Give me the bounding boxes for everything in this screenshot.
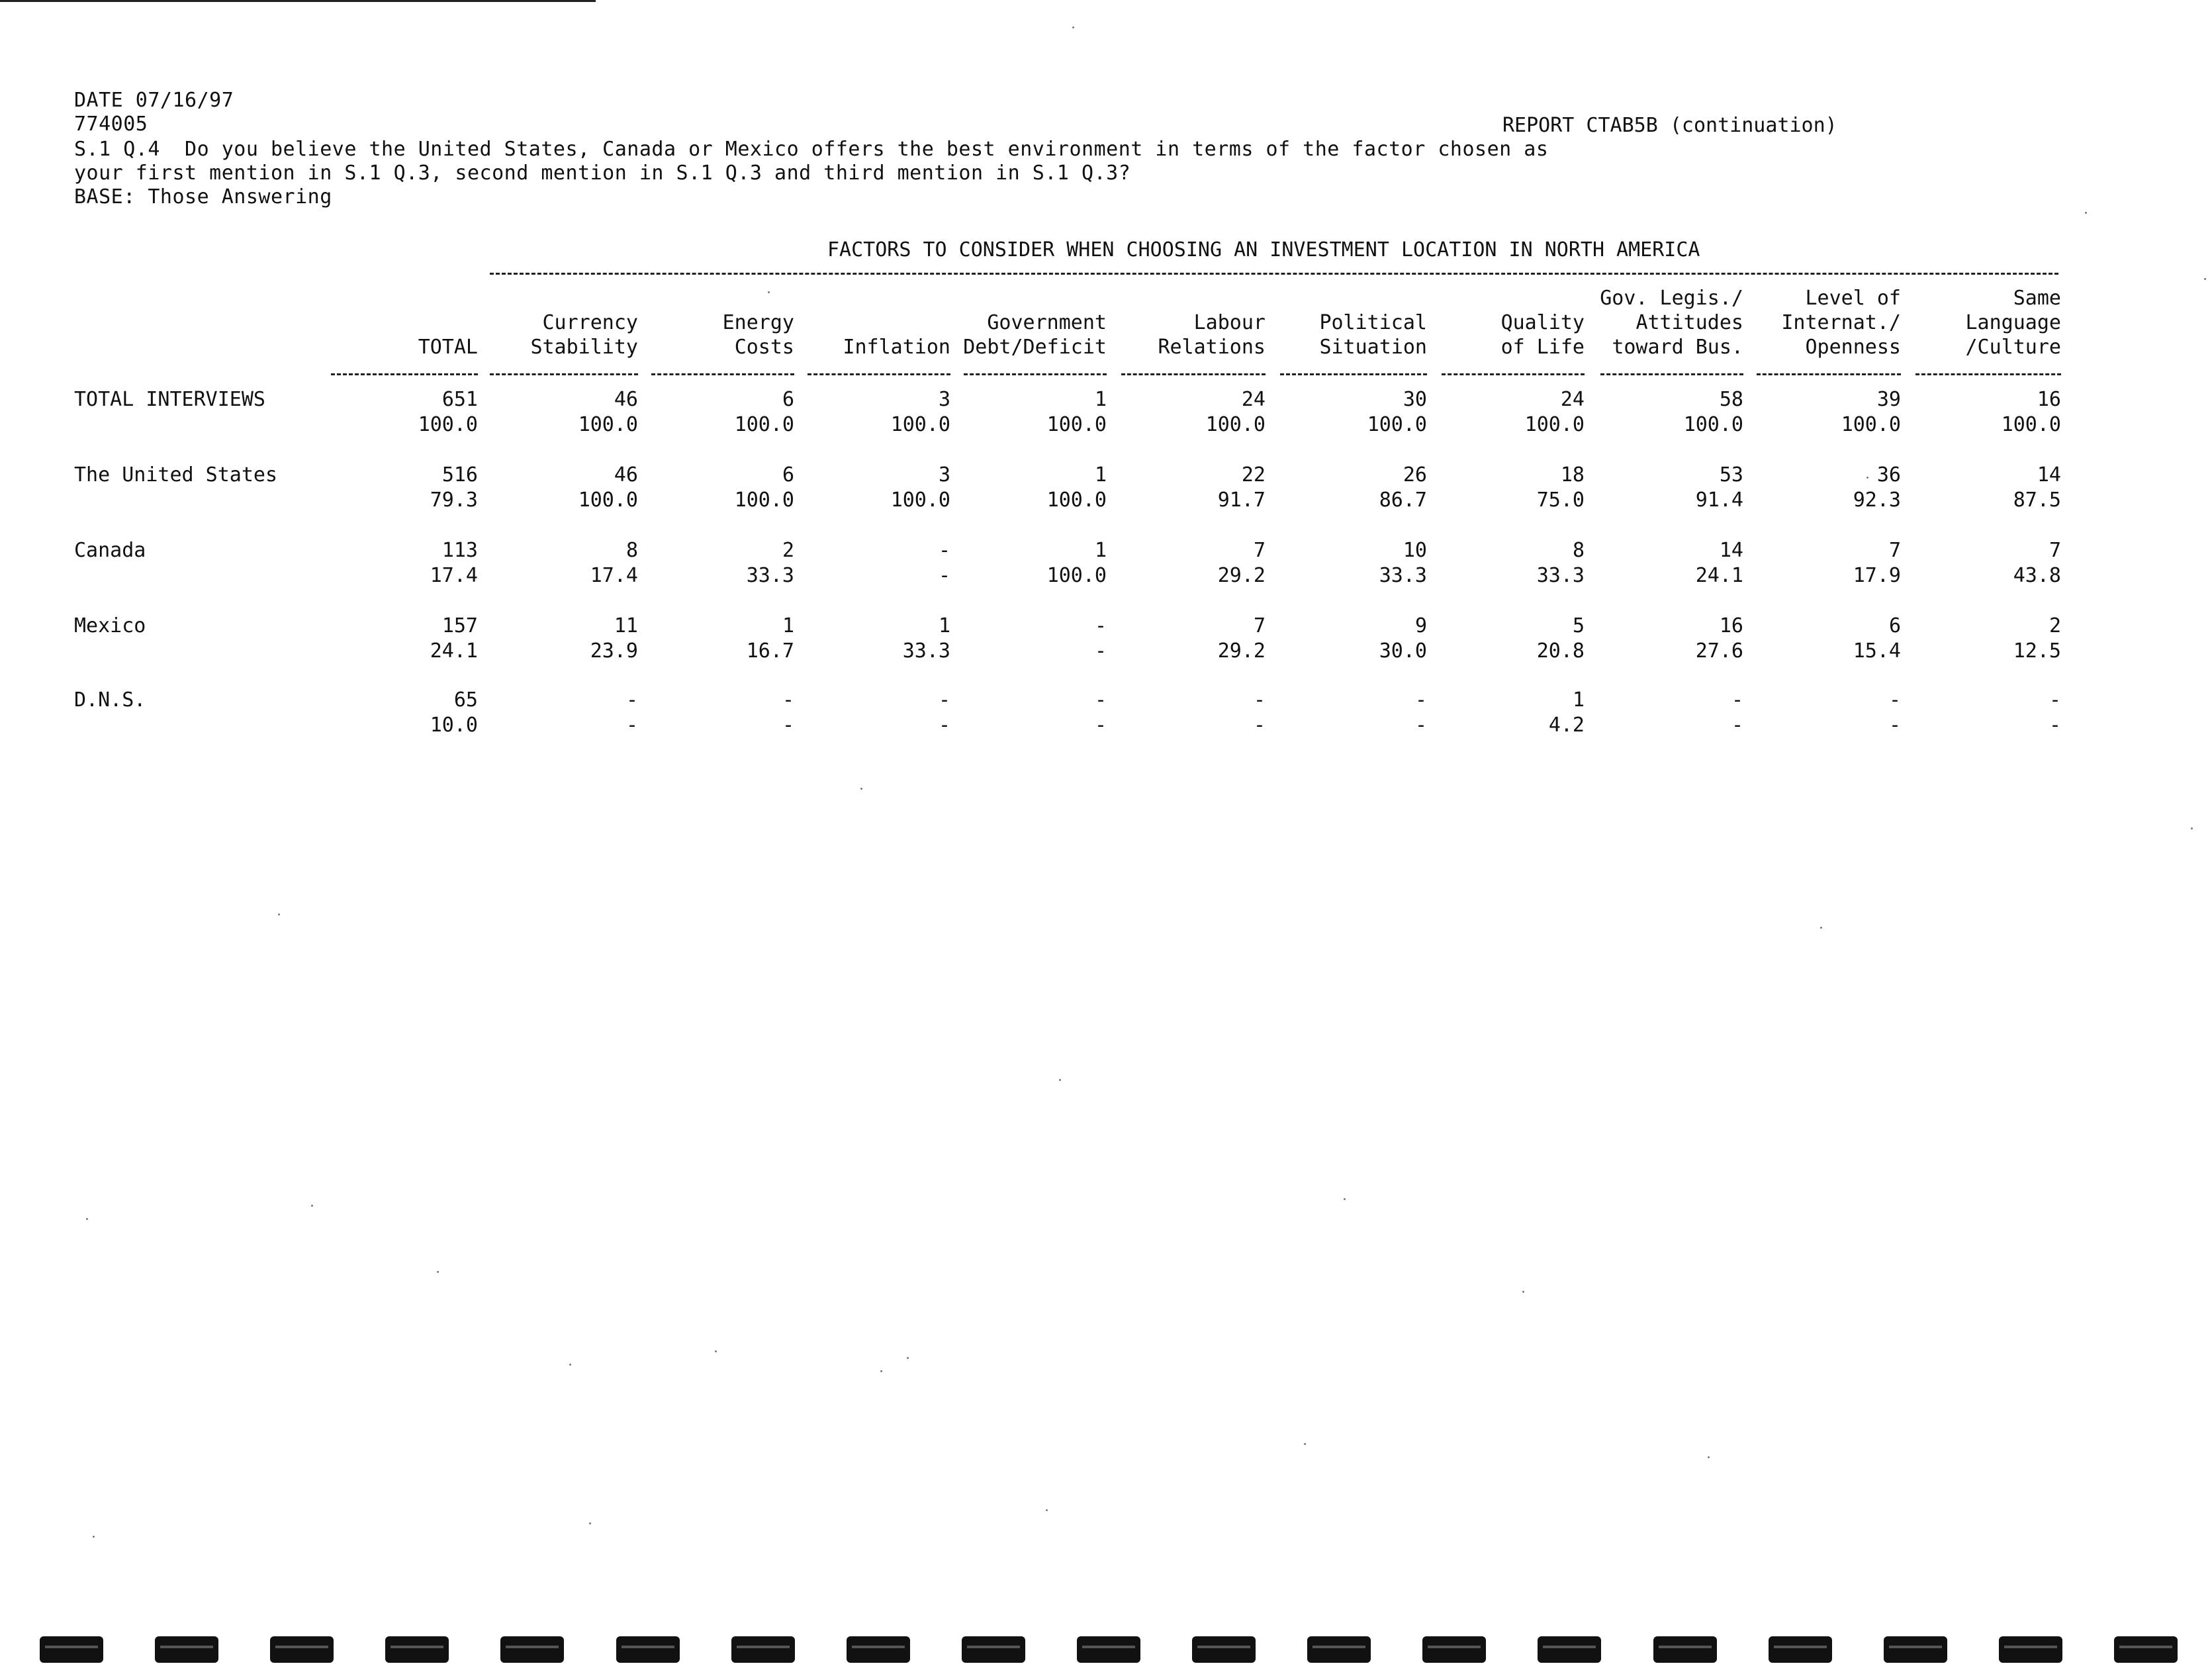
column-rule	[651, 373, 794, 375]
percent-cell: 15.4	[1853, 639, 1901, 663]
count-cell: 7	[1888, 539, 1901, 562]
percent-cell: 4.2	[1548, 714, 1585, 737]
column-header-line	[1501, 286, 1585, 310]
scan-speck	[1866, 477, 1868, 479]
column-rule	[1915, 373, 2061, 375]
count-cell: 53	[1719, 463, 1743, 487]
count-cell: 1	[1572, 688, 1585, 712]
percent-cell: 100.0	[1367, 413, 1427, 436]
binding-hole	[962, 1636, 1025, 1663]
percent-cell: -	[938, 564, 950, 587]
percent-cell: 100.0	[734, 489, 794, 512]
count-cell: 16	[2037, 388, 2061, 411]
count-cell: 8	[625, 539, 638, 562]
column-header	[1501, 286, 1585, 359]
column-rule	[1442, 373, 1585, 375]
scan-speck	[93, 1536, 95, 1538]
percent-cell: -	[1094, 714, 1107, 737]
binding-hole	[1884, 1636, 1947, 1663]
percent-cell: 100.0	[734, 413, 794, 436]
percent-cell: -	[1253, 714, 1266, 737]
column-header-line: Labour	[1193, 311, 1266, 334]
scan-speck	[589, 1522, 591, 1524]
scan-speck	[1304, 1443, 1306, 1445]
count-cell: -	[1094, 688, 1107, 712]
binding-hole	[1999, 1636, 2062, 1663]
percent-cell: -	[1414, 714, 1427, 737]
percent-cell: 17.4	[590, 564, 638, 587]
count-cell: 2	[782, 539, 794, 562]
question-text-line-2: your first mention in S.1 Q.3, second mention in S.1 Q.3 and third mention in S.1 Q.3?	[74, 162, 1131, 185]
binding-hole	[847, 1636, 910, 1663]
row-label: D.N.S.	[74, 688, 146, 712]
column-header-line: Internat./	[1781, 311, 1901, 334]
scan-speck	[1522, 1291, 1524, 1293]
percent-cell: 23.9	[590, 639, 638, 663]
report-date: DATE 07/16/97	[74, 89, 234, 112]
binding-holes	[40, 1636, 2178, 1667]
count-cell: 18	[1560, 463, 1585, 487]
job-number: 774005	[74, 113, 148, 136]
column-header	[1319, 286, 1427, 359]
percent-cell: 100.0	[890, 489, 950, 512]
column-header-line: Gov. Legis./	[1600, 287, 1743, 310]
count-cell: 1	[1094, 539, 1107, 562]
count-cell: -	[1253, 688, 1266, 712]
scan-speck	[1344, 1198, 1346, 1200]
question-text-line-1: S.1 Q.4 Do you believe the United States, Canada or Mexico offers the best environment in terms of the factor chosen as	[74, 138, 1549, 161]
base-description: BASE: Those Answering	[74, 185, 332, 209]
binding-hole	[1653, 1636, 1717, 1663]
count-cell: 22	[1241, 463, 1266, 487]
percent-cell: 24.1	[1695, 564, 1743, 587]
column-header-line: Situation	[1319, 336, 1427, 359]
column-header-line: Language	[1965, 311, 2061, 334]
count-cell: 26	[1403, 463, 1427, 487]
binding-hole	[2114, 1636, 2178, 1663]
count-cell: -	[782, 688, 794, 712]
column-rule	[490, 373, 638, 375]
binding-hole	[1077, 1636, 1140, 1663]
binding-hole	[1538, 1636, 1601, 1663]
scan-speck	[1046, 1509, 1048, 1511]
count-cell: 3	[938, 463, 950, 487]
column-header	[418, 286, 478, 359]
percent-cell: 79.3	[430, 489, 478, 512]
column-header-line: Costs	[734, 336, 794, 359]
percent-cell: 100.0	[1046, 413, 1107, 436]
percent-cell: 100.0	[1524, 413, 1585, 436]
column-header-line: Same	[2013, 287, 2061, 310]
column-header-line	[843, 286, 950, 310]
column-header	[1158, 286, 1266, 359]
count-cell: 14	[2037, 463, 2061, 487]
count-cell: 7	[2049, 539, 2061, 562]
count-cell: 6	[782, 463, 794, 487]
column-header-line: Debt/Deficit	[963, 336, 1107, 359]
percent-cell: 33.3	[1536, 564, 1585, 587]
column-header-line: TOTAL	[418, 336, 478, 359]
scan-speck	[860, 788, 862, 790]
percent-cell: 20.8	[1536, 639, 1585, 663]
binding-hole	[1769, 1636, 1832, 1663]
count-cell: 9	[1414, 614, 1427, 637]
column-header-line	[418, 286, 478, 310]
column-header-line	[1319, 286, 1427, 310]
scan-speck	[2085, 212, 2087, 214]
top-rule	[0, 0, 596, 2]
column-header-line	[843, 310, 950, 335]
column-rule	[1757, 373, 1901, 375]
scan-speck	[907, 1357, 909, 1359]
percent-cell: 30.0	[1379, 639, 1427, 663]
column-header-line: Attitudes	[1636, 311, 1743, 334]
count-cell: 24	[1241, 388, 1266, 411]
percent-cell: 27.6	[1695, 639, 1743, 663]
column-header-line: toward Bus.	[1612, 336, 1743, 359]
binding-hole	[616, 1636, 680, 1663]
count-cell: 16	[1719, 614, 1743, 637]
percent-cell: 100.0	[418, 413, 478, 436]
percent-cell: 87.5	[2013, 489, 2061, 512]
scan-speck	[715, 1350, 717, 1352]
column-header	[723, 286, 794, 359]
count-cell: -	[1414, 688, 1427, 712]
scan-speck	[437, 1271, 439, 1273]
percent-cell: -	[1731, 714, 1743, 737]
count-cell: -	[625, 688, 638, 712]
count-cell: -	[2049, 688, 2061, 712]
count-cell: 65	[453, 688, 478, 712]
row-label: Mexico	[74, 614, 146, 637]
count-cell: 7	[1253, 614, 1266, 637]
count-cell: 11	[614, 614, 638, 637]
percent-cell: 100.0	[1683, 413, 1743, 436]
column-header	[1966, 286, 2062, 359]
percent-cell: 92.3	[1853, 489, 1901, 512]
count-cell: 58	[1719, 388, 1743, 411]
column-rule	[964, 373, 1107, 375]
percent-cell: -	[782, 714, 794, 737]
percent-cell: 16.7	[746, 639, 794, 663]
percent-cell: 100.0	[1046, 564, 1107, 587]
scan-speck	[311, 1205, 313, 1207]
count-cell: 651	[441, 388, 478, 411]
percent-cell: 75.0	[1536, 489, 1585, 512]
percent-cell: -	[1888, 714, 1901, 737]
column-header-line: Inflation	[843, 336, 950, 359]
column-header-line: Level of	[1805, 287, 1901, 310]
count-cell: 6	[1888, 614, 1901, 637]
percent-cell: 17.9	[1853, 564, 1901, 587]
column-header-line: Quality	[1500, 311, 1585, 334]
count-cell: -	[1094, 614, 1107, 637]
binding-hole	[270, 1636, 334, 1663]
count-cell: 1	[782, 614, 794, 637]
column-header-line: Stability	[530, 336, 638, 359]
percent-cell: 12.5	[2013, 639, 2061, 663]
percent-cell: 100.0	[1205, 413, 1266, 436]
count-cell: -	[1731, 688, 1743, 712]
count-cell: 36	[1876, 463, 1901, 487]
percent-cell: 43.8	[2013, 564, 2061, 587]
count-cell: 113	[441, 539, 478, 562]
scan-speck	[768, 291, 770, 293]
binding-hole	[1192, 1636, 1256, 1663]
column-rule	[331, 373, 478, 375]
scan-speck	[880, 1370, 882, 1372]
column-rule	[1280, 373, 1427, 375]
column-header-line: Government	[987, 311, 1107, 334]
scan-speck	[569, 1364, 571, 1366]
count-cell: 157	[441, 614, 478, 637]
column-header-line: Currency	[542, 311, 638, 334]
scan-speck	[2191, 827, 2193, 829]
column-header-line	[530, 286, 638, 310]
percent-cell: 29.2	[1217, 564, 1266, 587]
count-cell: 10	[1403, 539, 1427, 562]
column-header	[963, 286, 1107, 359]
percent-cell: 10.0	[430, 714, 478, 737]
count-cell: -	[938, 688, 950, 712]
row-label: TOTAL INTERVIEWS	[74, 388, 265, 411]
percent-cell: -	[625, 714, 638, 737]
count-cell: 516	[441, 463, 478, 487]
percent-cell: 29.2	[1217, 639, 1266, 663]
column-header-line	[418, 310, 478, 335]
percent-cell: 86.7	[1379, 489, 1427, 512]
percent-cell: 100.0	[1046, 489, 1107, 512]
count-cell: 3	[938, 388, 950, 411]
percent-cell: -	[1094, 639, 1107, 663]
banner-title: FACTORS TO CONSIDER WHEN CHOOSING AN INVESTMENT LOCATION IN NORTH AMERICA	[827, 238, 1700, 261]
percent-cell: 100.0	[578, 413, 638, 436]
scan-speck	[1708, 1456, 1710, 1458]
column-header-line	[1158, 286, 1266, 310]
count-cell: 30	[1403, 388, 1427, 411]
scan-speck	[278, 913, 280, 915]
percent-cell: 100.0	[2001, 413, 2061, 436]
percent-cell: 33.3	[746, 564, 794, 587]
row-label: The United States	[74, 463, 278, 487]
percent-cell: 24.1	[430, 639, 478, 663]
column-header-line: /Culture	[1965, 336, 2061, 359]
scan-speck	[1059, 1079, 1061, 1081]
count-cell: 46	[614, 463, 638, 487]
count-cell: 14	[1719, 539, 1743, 562]
percent-cell: 100.0	[890, 413, 950, 436]
column-header-line	[723, 286, 794, 310]
count-cell: 2	[2049, 614, 2061, 637]
binding-hole	[1307, 1636, 1371, 1663]
count-cell: 1	[1094, 463, 1107, 487]
report-id: REPORT CTAB5B (continuation)	[1502, 114, 1837, 137]
column-header-line: of Life	[1500, 336, 1585, 359]
column-header	[1781, 286, 1901, 359]
binding-hole	[155, 1636, 218, 1663]
count-cell: -	[938, 539, 950, 562]
count-cell: 46	[614, 388, 638, 411]
percent-cell: 33.3	[902, 639, 950, 663]
percent-cell: 100.0	[578, 489, 638, 512]
percent-cell: -	[938, 714, 950, 737]
binding-hole	[731, 1636, 795, 1663]
percent-cell: 91.4	[1695, 489, 1743, 512]
count-cell: 6	[782, 388, 794, 411]
column-rule	[1600, 373, 1743, 375]
column-header	[843, 286, 950, 359]
count-cell: 7	[1253, 539, 1266, 562]
column-rule	[807, 373, 950, 375]
percent-cell: 33.3	[1379, 564, 1427, 587]
percent-cell: 91.7	[1217, 489, 1266, 512]
percent-cell: 100.0	[1841, 413, 1901, 436]
row-label: Canada	[74, 539, 146, 562]
binding-hole	[1422, 1636, 1486, 1663]
scan-speck	[2204, 278, 2206, 280]
scan-speck	[1072, 26, 1074, 28]
count-cell: 5	[1572, 614, 1585, 637]
count-cell: 24	[1560, 388, 1585, 411]
scan-speck	[1820, 927, 1822, 929]
count-cell: -	[1888, 688, 1901, 712]
binding-hole	[40, 1636, 103, 1663]
column-header	[1600, 286, 1743, 359]
column-header-line: Relations	[1158, 336, 1266, 359]
count-cell: 1	[1094, 388, 1107, 411]
binding-hole	[385, 1636, 449, 1663]
banner-rule	[490, 273, 2058, 275]
scan-speck	[86, 1218, 88, 1220]
column-header-line: Openness	[1805, 336, 1901, 359]
count-cell: 1	[938, 614, 950, 637]
column-rule	[1121, 373, 1266, 375]
column-header	[530, 286, 638, 359]
column-header-line: Energy	[722, 311, 794, 334]
count-cell: 39	[1876, 388, 1901, 411]
percent-cell: -	[2049, 714, 2061, 737]
percent-cell: 17.4	[430, 564, 478, 587]
column-header-line: Political	[1319, 311, 1427, 334]
binding-hole	[500, 1636, 564, 1663]
count-cell: 8	[1572, 539, 1585, 562]
column-header-line	[963, 286, 1107, 310]
